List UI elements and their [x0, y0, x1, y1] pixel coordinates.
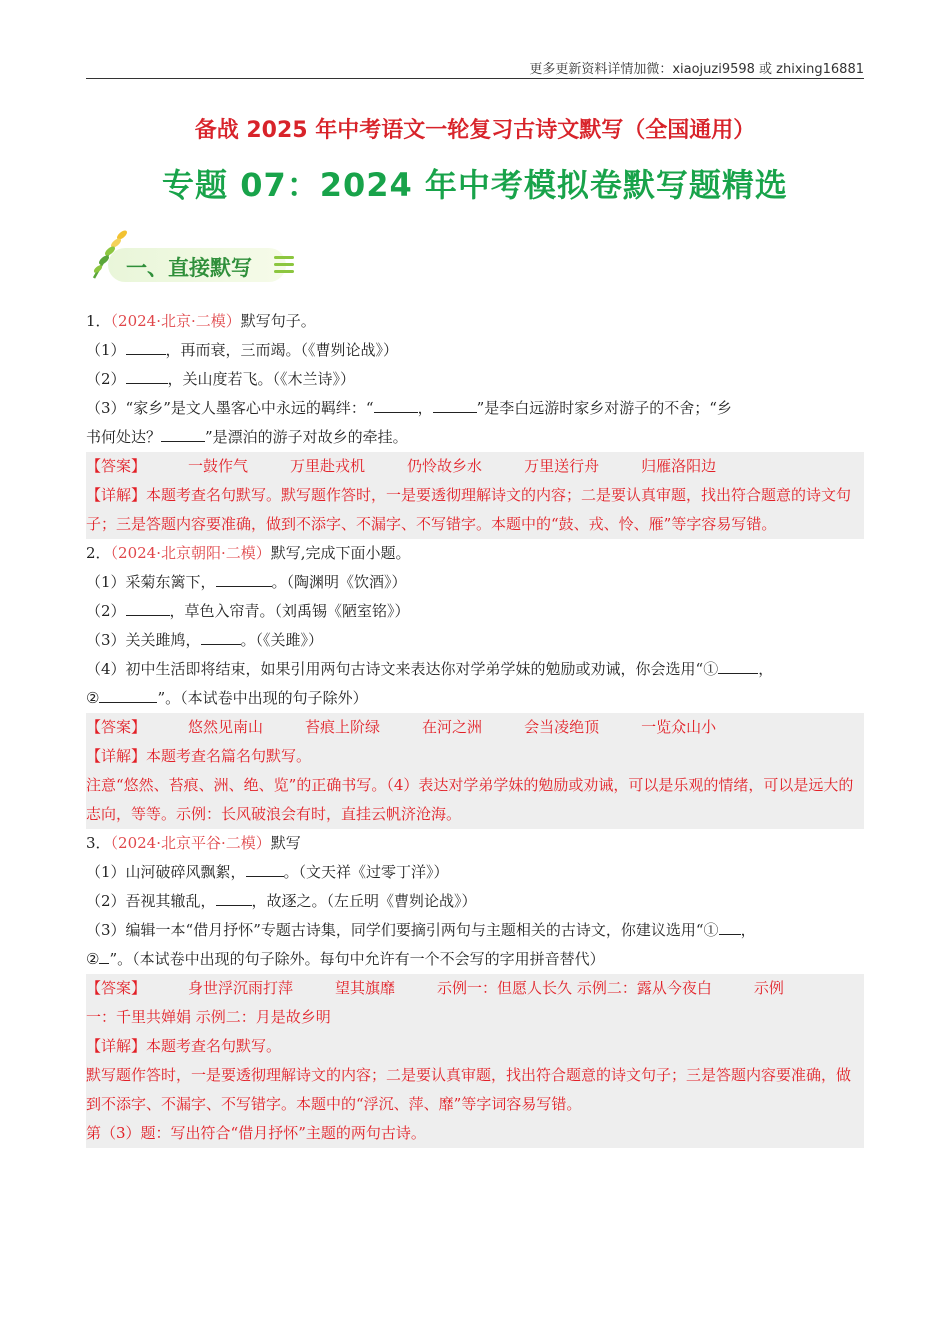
question-source: （2024·北京·二模）: [110, 312, 241, 330]
section-lines: [274, 256, 294, 277]
line-text: 书何处达？: [86, 428, 162, 446]
answer-item: 悠然见南山: [188, 718, 264, 736]
header-divider: [86, 78, 864, 79]
answer-item: 万里赴戎机: [290, 457, 366, 475]
line-text: ”。（本试卷中出现的句子除外。每句中允许有一个不会写的字用拼音替代）: [109, 950, 605, 968]
blank: [433, 396, 477, 413]
line-text: （2）: [86, 602, 126, 620]
line-text: 。（《关雎》）: [240, 631, 324, 649]
question-number: 3．: [86, 834, 111, 852]
detail-text: 第（3）题：写出符合“借月抒怀”主题的两句古诗。: [86, 1124, 426, 1142]
question-line: [86, 655, 864, 684]
blank: [161, 425, 205, 442]
line-text: （3）“家乡”是文人墨客心中永远的羁绊：“: [86, 399, 374, 417]
line-text: （3）编辑一本“借月抒怀”专题古诗集，同学们要摘引两句与主题相关的古诗文，你建议选用“①: [86, 921, 719, 939]
answer-item: 身世浮沉雨打萍: [188, 979, 294, 997]
question-3-header: [86, 829, 864, 858]
blank: [719, 918, 741, 935]
line-text: 。（陶渊明《饮酒》）: [271, 573, 407, 591]
question-source: （2024·北京平谷·二模）: [110, 834, 271, 852]
line-text: （4）初中生活即将结束，如果引用两句古诗文来表达你对学弟学妹的勉励或劝诫，你会选用“①: [86, 660, 719, 678]
line-text: ，关山度若飞。（《木兰诗》）: [167, 370, 356, 388]
detail-text: 默写题作答时，一是要透彻理解诗文的内容；二是要认真审题，找出符合题意的诗文句子；三是答题内容要准确，做到不添字、不漏字、不写错字。本题中的“浮沉、萍、靡”等字词容易写错。: [86, 1066, 852, 1113]
answer-item: 万里送行舟: [524, 457, 600, 475]
line-text: ，: [740, 921, 756, 939]
line-text: ，: [758, 660, 774, 678]
answer-item: 归雁洛阳边: [641, 457, 717, 475]
answer-item: 示例: [753, 979, 784, 997]
question-line: [86, 945, 864, 974]
line-text: （1）山河破碎风飘絮，: [86, 863, 246, 881]
line-text: ”是漂泊的游子对故乡的牵挂。: [205, 428, 408, 446]
detail-label: 【详解】: [86, 747, 147, 765]
answer-item: 苔痕上阶绿: [305, 718, 381, 736]
blank: [246, 860, 284, 877]
answer-line: 一：千里共婵娟 示例二：月是故乡明: [86, 1008, 331, 1026]
question-line: [86, 365, 864, 394]
question-number: 2．: [86, 544, 111, 562]
blank: [374, 396, 418, 413]
question-line: [86, 597, 864, 626]
line-text: ，: [417, 399, 433, 417]
detail-body: 本题考查名句默写。默写题作答时，一是要透彻理解诗文的内容；二是要认真审题，找出符合题意的诗文句子；三是答题内容要准确，做到不添字、不漏字、不写错字。本题中的“鼓、戎、怜、雁”等字容易写错。: [86, 486, 852, 533]
question-source: （2024·北京朝阳·二模）: [110, 544, 271, 562]
answer-item: 仍怜故乡水: [407, 457, 483, 475]
question-line: [86, 626, 864, 655]
answer-label: 【答案】: [86, 718, 147, 736]
line-text: ，再而衰，三而竭。（《曹刿论战》）: [165, 341, 399, 359]
blank: [216, 570, 272, 587]
blank: [126, 599, 170, 616]
line-text: ②: [86, 950, 100, 968]
line-text: ”。（本试卷中出现的句子除外）: [157, 689, 368, 707]
line-text: （3）关关雎鸠，: [86, 631, 201, 649]
question-line: [86, 423, 864, 452]
detail-label: 【详解】: [86, 486, 147, 504]
line-text: （1）: [86, 341, 126, 359]
line-text: （2）: [86, 370, 126, 388]
answer-block: [86, 452, 864, 539]
page-title: 备战 2025 年中考语文一轮复习古诗文默写（全国通用）: [194, 118, 756, 143]
line-text: ，故逐之。（左丘明《曹刿论战》）: [251, 892, 477, 910]
detail-text: 注意“悠然、苔痕、洲、绝、览”的正确书写。（4）表达对学弟学妹的勉励或劝诫，可以是乐观的情绪，可以是远大的志向，等等。示例：长风破浪会有时，直挂云帆济沧海。: [86, 776, 854, 823]
detail-text: [86, 1032, 864, 1061]
question-number: 1．: [86, 312, 111, 330]
blank: [99, 686, 157, 703]
question-prompt: 默写: [270, 834, 301, 852]
line-text: ”是李白远游时家乡对游子的不舍；“乡: [476, 399, 732, 417]
question-prompt: 默写句子。: [240, 312, 316, 330]
answer-item: 一鼓作气: [188, 457, 249, 475]
question-line: [86, 858, 864, 887]
answer-label: 【答案】: [86, 457, 147, 475]
question-line: [86, 394, 864, 423]
line-text: ②: [86, 689, 100, 707]
content: [86, 307, 864, 1148]
section-banner: [88, 226, 303, 282]
line-text: ，草色入帘青。（刘禹锡《陋室铭》）: [169, 602, 410, 620]
blank: [216, 889, 252, 906]
answer-item: 望其旗靡: [335, 979, 396, 997]
detail-text: [86, 481, 864, 539]
question-line: [86, 684, 864, 713]
blank: [718, 657, 758, 674]
question-line: [86, 887, 864, 916]
answer-item: 一览众山小: [641, 718, 717, 736]
line-text: （2）吾视其辙乱，: [86, 892, 216, 910]
answer-item: 会当凌绝顶: [524, 718, 600, 736]
answer-item: 示例一：但愿人长久 示例二：露从今夜白: [437, 979, 712, 997]
answer-item: 在河之洲: [422, 718, 483, 736]
detail-body: 本题考查名句默写。: [146, 1037, 282, 1055]
answer-block: [86, 974, 864, 1148]
answer-line: [86, 713, 864, 742]
answer-block: [86, 713, 864, 829]
answer-label: 【答案】: [86, 979, 147, 997]
detail-body: 本题考查名篇名句默写。: [146, 747, 312, 765]
answer-line: [86, 452, 864, 481]
blank: [126, 367, 168, 384]
detail-label: 【详解】: [86, 1037, 147, 1055]
question-line: [86, 916, 864, 945]
question-1-header: [86, 307, 864, 336]
question-line: [86, 336, 864, 365]
header-note: 更多更新资料详情加微：xiaojuzi9598 或 zhixing16881: [529, 62, 864, 77]
blank: [201, 628, 241, 645]
question-2-header: [86, 539, 864, 568]
line-text: 。（文天祥《过零丁洋》）: [283, 863, 449, 881]
blank: [99, 947, 109, 964]
page-subtitle: 专题 07：2024 年中考模拟卷默写题精选: [162, 166, 788, 204]
blank: [126, 338, 166, 355]
line-text: （1）采菊东篱下，: [86, 573, 216, 591]
answer-line: [86, 974, 864, 1003]
question-prompt: 默写,完成下面小题。: [270, 544, 411, 562]
section-title: 一、直接默写: [126, 256, 252, 280]
detail-text: [86, 742, 864, 771]
question-line: [86, 568, 864, 597]
